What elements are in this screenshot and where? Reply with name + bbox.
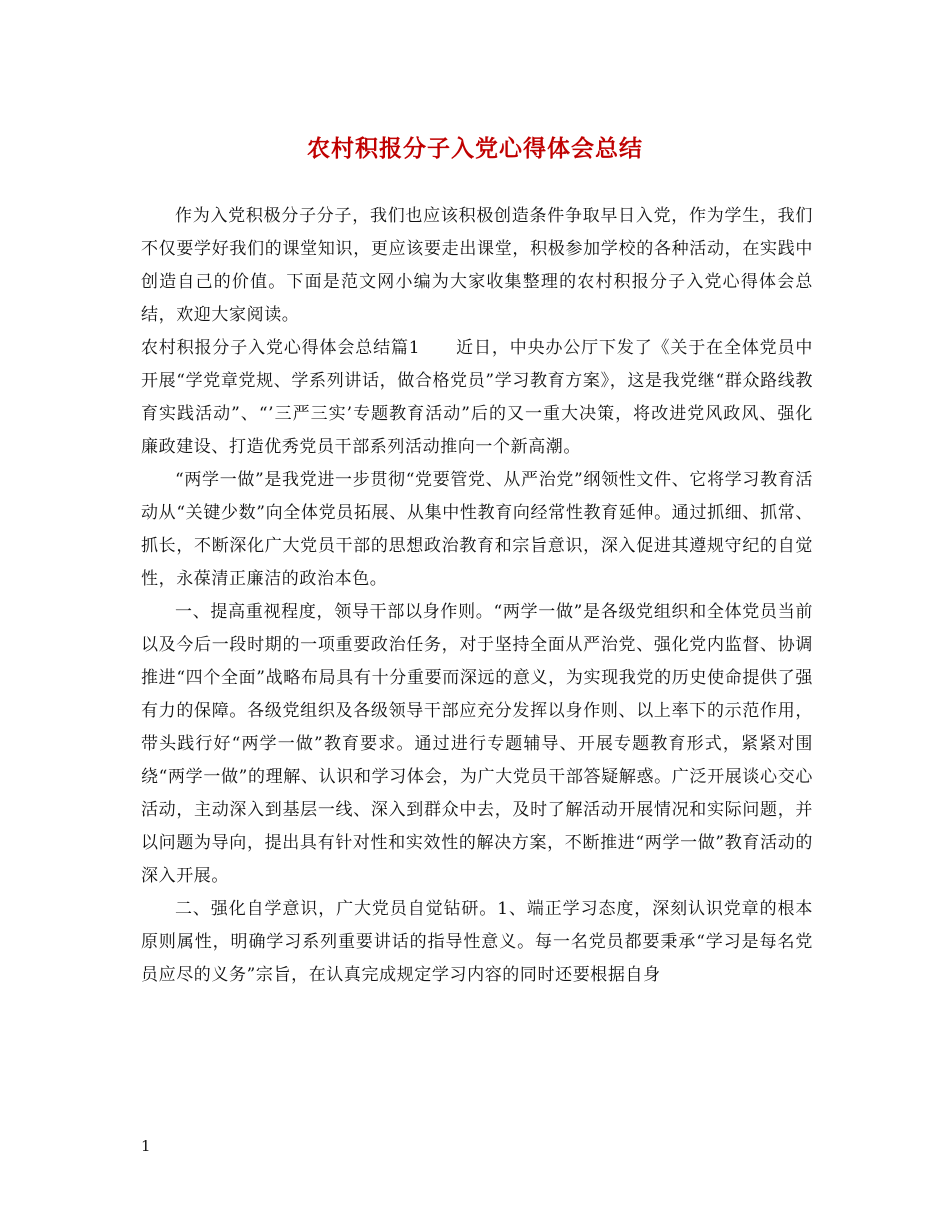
paragraph-two-study: “两学一做”是我党进一步贯彻“党要管党、从严治党”纲领性文件、它将学习教育活动从“关键少数”向全体党员拓展、从集中性教育向经常性教育延伸。通过抓细、抓常、抓长，不断深化广大党员干部的思想政治教育和宗旨意识，深入促进其遵规守纪的自觉性，永葆清正廉洁的政治本色。 (141, 470, 813, 589)
paragraph-point-two: 二、强化自学意识，广大党员自觉钻研。1、端正学习态度，深刻认识党章的根本原则属性，明确学习系列重要讲话的指导性意义。每一名党员都要秉承“学习是每名党员应尽的义务”宗旨，在认真完成规定学习内容的同时还要根据自身 (141, 899, 813, 985)
document-body (141, 200, 813, 992)
paragraph-section-1: 农村积报分子入党心得体会总结篇1 近日，中央办公厅下发了《关于在全体党员中开展“学党章党规、学系列讲话，做合格党员”学习教育方案》，这是我党继“群众路线教育实践活动”、“’三严三实’专题教育活动”后的又一重大决策，将改进党风政风、强化廉政建设、打造优秀党员干部系列活动推向一个新高潮。 (141, 338, 813, 457)
document-title: 农村积报分子入党心得体会总结 (307, 135, 643, 162)
page-number: 1 (141, 1137, 151, 1155)
paragraph-point-one: 一、提高重视程度，领导干部以身作则。“两学一做”是各级党组织和全体党员当前以及今后一段时期的一项重要政治任务，对于坚持全面从严治党、强化党内监督、协调推进“四个全面”战略布局具有十分重要而深远的意义，为实现我党的历史使命提供了强有力的保障。各级党组织及各级领导干部应充分发挥以身作则、以上率下的示范作用，带头践行好“两学一做”教育要求。通过进行专题辅导、开展专题教育形式，紧紧对围绕“两学一做”的理解、认识和学习体会，为广大党员干部答疑解惑。广泛开展谈心交心活动，主动深入到基层一线、深入到群众中去，及时了解活动开展情况和实际问题，并以问题为导向，提出具有针对性和实效性的解决方案，不断推进“两学一做”教育活动的深入开展。 (141, 602, 813, 886)
paragraph-intro: 作为入党积极分子分子，我们也应该积极创造条件争取早日入党，作为学生，我们不仅要学好我们的课堂知识，更应该要走出课堂，积极参加学校的各种活动，在实践中创造自己的价值。下面是范文网小编为大家收集整理的农村积报分子入党心得体会总结，欢迎大家阅读。 (141, 206, 813, 325)
